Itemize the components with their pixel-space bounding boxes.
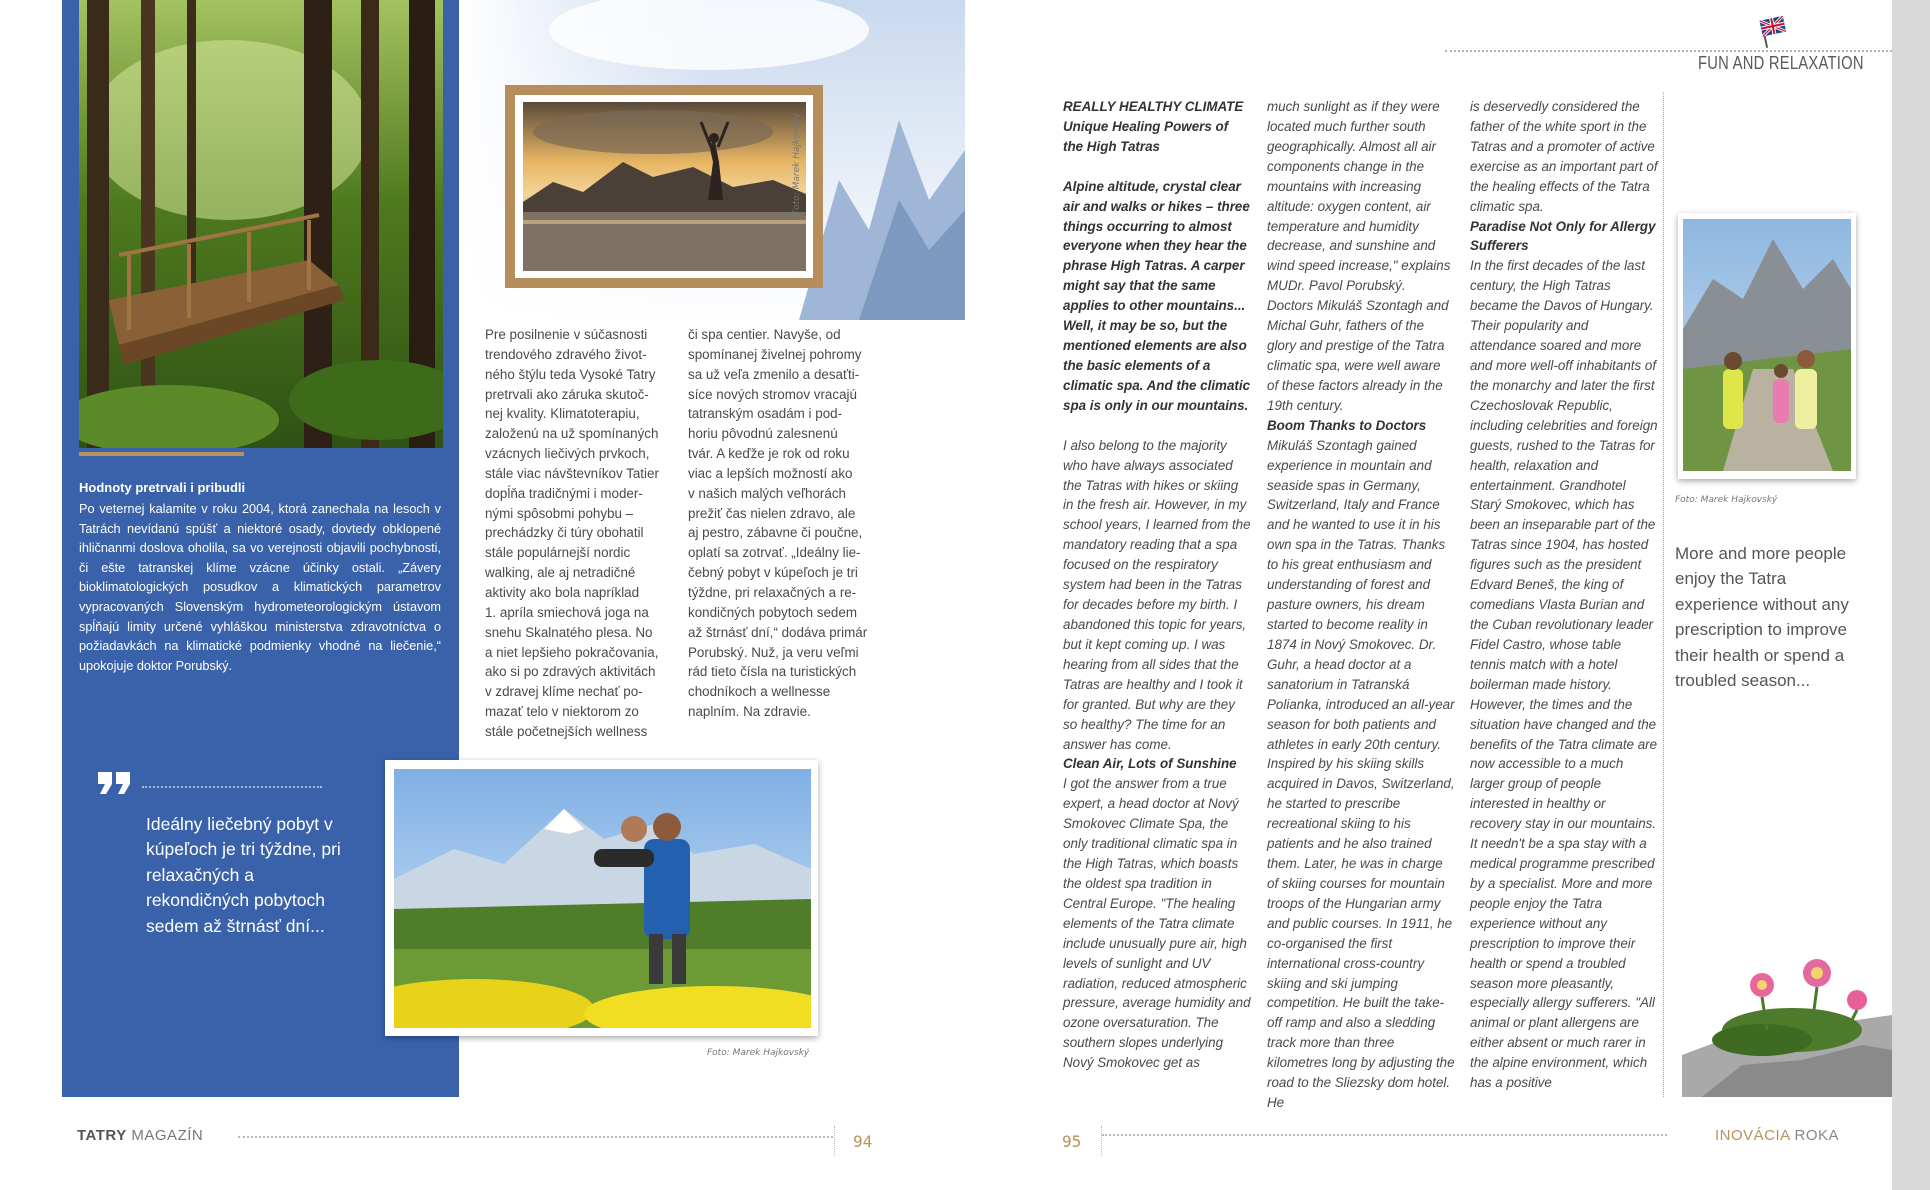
article-subheadline: Unique Healing Powers of the High Tatras [1063,118,1229,154]
header-dotted-rule [1445,50,1892,52]
quote-mark-icon [96,770,136,806]
footer-brand-left [77,1127,203,1144]
article-paragraph: Mikuláš Szontagh gained experience in mountain and seaside spas in Germany, Switzerland, Italy and France and he wanted to use it in his own spa in the Tatras. Thanks to his great enthusiasm and understanding of forest and pasture owners, his dream started to become reality in 1874 in Nový Smokovec. Dr. Guhr, a head doctor at a sanatorium in Tatranská Polianka, introduced an all-year season for both patients and athletes in early 20th century. Inspired by his skiing skills acquired in Davos, Switzerland, he started to prescribe recreational skiing to his patients and he also trained them. Later, he was in charge of skiing courses for mountain troops of the Hungarian army and public courses. In 1911, he co-organised the first international cross-country skiing and ski jumping competition. He built the take-off ramp and also a sledding track more than three kilometres long by adjusting the road to the Sliezsky dom hotel. He [1267,437,1455,1111]
body-column-2: či spa centier. Navyše, od spomínanej živelnej pohromy sa už veľa zmenilo a desaťti- síce nových stromov vracajú tatranským osadám i pod- horiu pôvodnú zalesnenú tvár. A keďže je rok od roku viac a lepších možností ako v našich malých veľhorách prežiť čas nielen zdravo, ale aj pestro, zábavne či poučne, oplatí sa zotrvať. „Ideálny lie- čebný pobyt v kúpeľoch je tri týždne, pri relaxačných a re- kondičných pobytoch sedem až štrnásť dní,“ dodáva primár Porubský. Nuž, ja veru veľmi rád tieto čísla na turistických chodníkoch a wellnesse naplním. Na zdravie. [688,327,868,720]
footer-brand-bold: TATRY [77,1127,127,1144]
article-subhead: Paradise Not Only for Allergy Sufferers [1470,218,1656,254]
footer-brand-light: ROKA [1794,1127,1840,1144]
gutter-line-right [1101,1126,1102,1156]
article-subhead: Boom Thanks to Doctors [1267,417,1427,433]
sidebar-heading: Hodnoty pretrvali i pribudli [79,480,246,495]
body-column-1: Pre posilnenie v súčasnosti trendového zdravého život- ného štýlu teda Vysoké Tatry pretrvali ako záruka skutoč- nej kvality. Klimatoterapiu, založenú na už spomínaných vzácnych liečivých prvkoch, stále viac návštevníkov Tatier dopĺňa tradičnými i moder- nými spôsobmi pohybu – prechádzky či túry obohatil stále populárnejší nordic walking, ale aj netradičné aktivity ako bola napríklad 1. apríla smiechová joga na snehu Skalnatého plesa. No a niet lepšieho pokračovania, ako si po zdravých aktivitách v zdravej klíme nechať po- mazať telo v niektorom zo stále početnejších wellness [485,327,659,739]
footer-dots-left [238,1136,833,1138]
couple-mountain-photo [394,769,811,1028]
section-title: FUN AND RELAXATION [1698,53,1864,73]
article-subhead: Clean Air, Lots of Sunshine [1063,756,1237,772]
hiking-family-photo [1683,219,1851,471]
article-column-2 [1267,97,1455,1113]
photo-credit-hiking: Foto: Marek Hajkovský [1675,495,1778,505]
quote-dotted-rule [142,786,322,788]
gutter-line-left [834,1126,835,1156]
column-divider [1663,92,1664,1097]
photo-credit-couple: Foto: Marek Hajkovský [707,1048,810,1058]
article-column-1 [1063,97,1251,1073]
page-number-right: 95 [1062,1132,1082,1151]
article-paragraph: In the first decades of the last century, the High Tatras became the Davos of Hungary. Their popularity and attendance soared and more and more well-off inhabitants of the monarchy and later the first Czechoslovak Republic, including celebrities and foreign guests, rushed to the Tatras for health, relaxation and entertainment. Grandhotel Starý Smokovec, which has been an inseparable part of the Tatras since 1904, has hosted figures such as the president Edvard Beneš, the king of comedians Vlasta Burian and the Cuban revolutionary leader Fidel Castro, whose table tennis match with a hotel boilerman made history. However, the times and the situation have changed and the benefits of the Tatra climate are now accessible to a much larger group of people interested in healthy or recovery stay in our mountains. It needn't be a spa stay with a medical programme prescribed by a specialist. More and more people enjoy the Tatra experience without any prescription to improve their health or spend a troubled season more pleasantly, especially allergy sufferers. "All animal or plant allergens are either absent or much rarer in the alpine environment, which has a positive [1470,258,1658,1091]
footer-dots-right [1102,1134,1667,1136]
pull-quote: Ideálny liečebný pobyt v kúpeľoch je tri týždne, pri relaxačných a rekondičných pobytoch sedem až štrnásť dní... [146,814,341,936]
article-column-3 [1470,97,1658,1093]
sunset-silhouette-photo [523,102,806,271]
footer-brand-bold: INOVÁCIA [1715,1127,1790,1144]
alpine-flowers-photo [1682,945,1892,1097]
article-paragraph: is deservedly considered the father of the white sport in the Tatras and a promoter of active exercise as an important part of the healing effects of the Tatra climatic spa. [1470,99,1658,214]
gold-rule [79,452,244,456]
article-paragraph: I also belong to the majority who have always associated the Tatras with hikes or skiing in the fresh air. However, in my school years, I learned from the mandatory reading that a spa focused on the respiratory system had been in the Tatras for decades before my birth. I abandoned this topic for years, but it kept coming up. I was hearing from all sides that the Tatras are healthy and I took it for granted. But why are they so healthy? The time for an answer has come. [1063,437,1251,752]
page-number-left: 94 [853,1132,873,1151]
pull-quote-right: More and more people enjoy the Tatra experience without any prescription to improve their health or spend a troubled season... [1675,544,1849,691]
forest-boardwalk-photo [79,0,443,448]
article-lead: Alpine altitude, crystal clear air and walks or hikes – three things occurring to almost everyone when they hear the phrase High Tatras. A carper might say that the same applies to other mountains... Well, it may be so, but the mentioned elements are also the basic elements of a climatic spa. And the climatic spa is only in our mountains. [1063,178,1251,413]
footer-brand-light: MAGAZÍN [131,1127,204,1144]
side-strip [1892,0,1930,1190]
article-paragraph: I got the answer from a true expert, a head doctor at Nový Smokovec Climate Spa, the only traditional climatic spa in the High Tatras, which boasts the oldest spa tradition in Central Europe. "The healing elements of the Tatra climate include unusually pure air, high levels of sunlight and UV radiation, reduced atmospheric pressure, average humidity and ozone oversaturation. The southern slopes underlying Nový Smokovec get as [1063,776,1251,1071]
uk-flag-icon [1759,16,1788,48]
photo-credit-sunset: Foto: Marek Hajkovský [792,112,802,215]
sidebar-body: Po veternej kalamite v roku 2004, ktorá zanechala na lesoch v Tatrách nevídanú spúšť a niektoré osady, dovtedy obklopené ihličnanmi doslova oholila, sa vo verejnosti objavili pochybnosti, či ešte tatranskej klíme vzácne účinky ostali. „Závery bioklimatologických posudkov a klimatických parametrov vypracovaných Slovenským hydrometeorologickým ústavom spĺňajú limity určené vyhláškou ministerstva zdravotníctva o požiadavkách na klimatické podmienky vhodné na liečenie,“ upokojuje doktor Porubský. [79,502,441,673]
footer-brand-right [1715,1127,1839,1144]
article-headline: REALLY HEALTHY CLIMATE [1063,99,1244,114]
article-paragraph: much sunlight as if they were located much further south geographically. Almost all air components change in the mountains with increasing altitude: oxygen content, air temperature and humidity decrease, and sunshine and wind speed increase," explains MUDr. Pavol Porubský. Doctors Mikuláš Szontagh and Michal Guhr, fathers of the glory and prestige of the Tatra climatic spa, were well aware of these factors already in the 19th century. [1267,99,1451,413]
right-page [965,0,1930,1190]
